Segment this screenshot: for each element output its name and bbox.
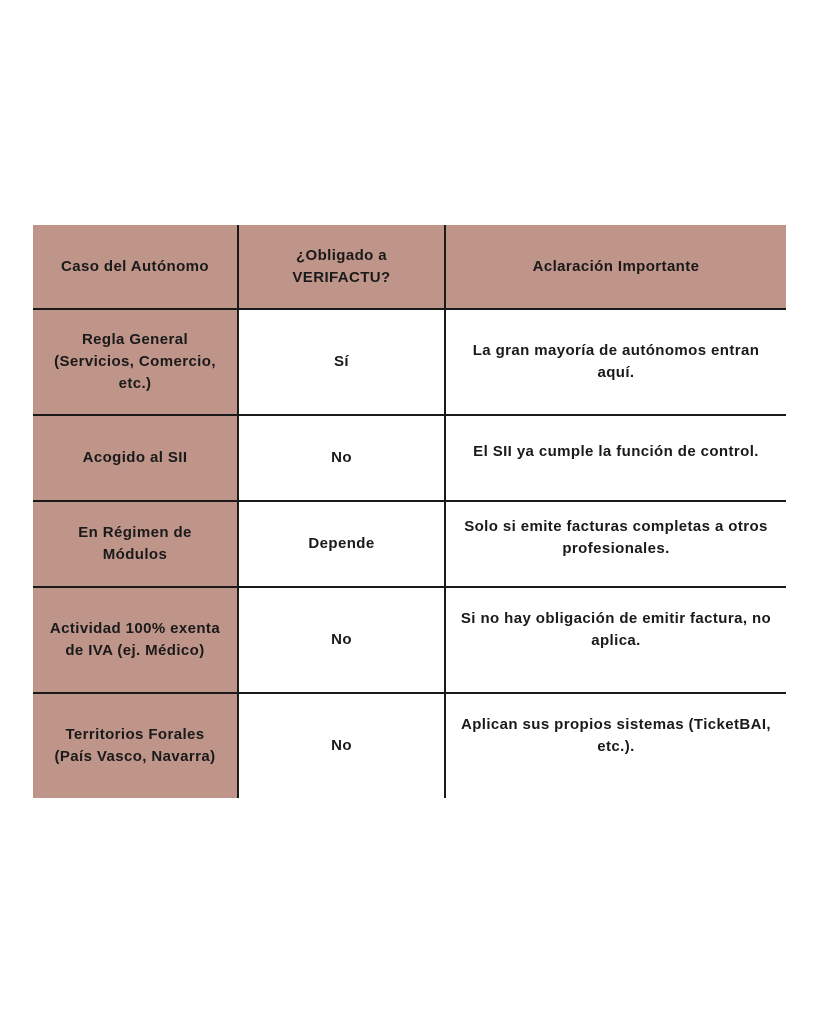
header-caso: Caso del Autónomo [33,225,238,309]
header-obligado: ¿Obligado a VERIFACTU? [238,225,445,309]
cell-obligado-text: No [331,737,352,754]
cell-aclaracion [445,587,786,693]
cell-caso: Acogido al SII [33,415,238,501]
cell-aclaracion-text: Solo si emite facturas completas a otros profesionales. [464,518,768,557]
cell-aclaracion-text: Si no hay obligación de emitir factura, no aplica. [460,610,772,649]
verifactu-table [33,225,786,798]
cell-caso: Actividad 100% exenta de IVA (ej. Médico) [33,587,238,693]
cell-aclaracion [445,309,786,415]
cell-aclaracion [445,693,786,798]
header-aclaracion: Aclaración Importante [445,225,786,309]
cell-obligado-text: Sí [334,353,349,370]
table-row [33,415,786,501]
cell-aclaracion [445,415,786,501]
cell-obligado-text: Depende [308,535,375,552]
table-header-row [33,225,786,309]
cell-obligado-text: No [331,631,352,648]
cell-caso: En Régimen de Módulos [33,501,238,587]
cell-aclaracion-text: Aplican sus propios sistemas (TicketBAI, etc.). [461,716,771,755]
cell-obligado [238,587,445,693]
cell-obligado [238,415,445,501]
table-row [33,309,786,415]
cell-obligado [238,309,445,415]
cell-aclaracion-text: La gran mayoría de autónomos entran aquí. [472,342,760,381]
table-row [33,587,786,693]
cell-obligado [238,693,445,798]
cell-aclaracion-text: El SII ya cumple la función de control. [473,443,759,460]
cell-obligado-text: No [331,449,352,466]
cell-obligado [238,501,445,587]
table-row [33,693,786,798]
cell-aclaracion [445,501,786,587]
cell-caso: Regla General (Servicios, Comercio, etc.) [33,309,238,415]
table-row [33,501,786,587]
cell-caso: Territorios Forales (País Vasco, Navarra) [33,693,238,798]
